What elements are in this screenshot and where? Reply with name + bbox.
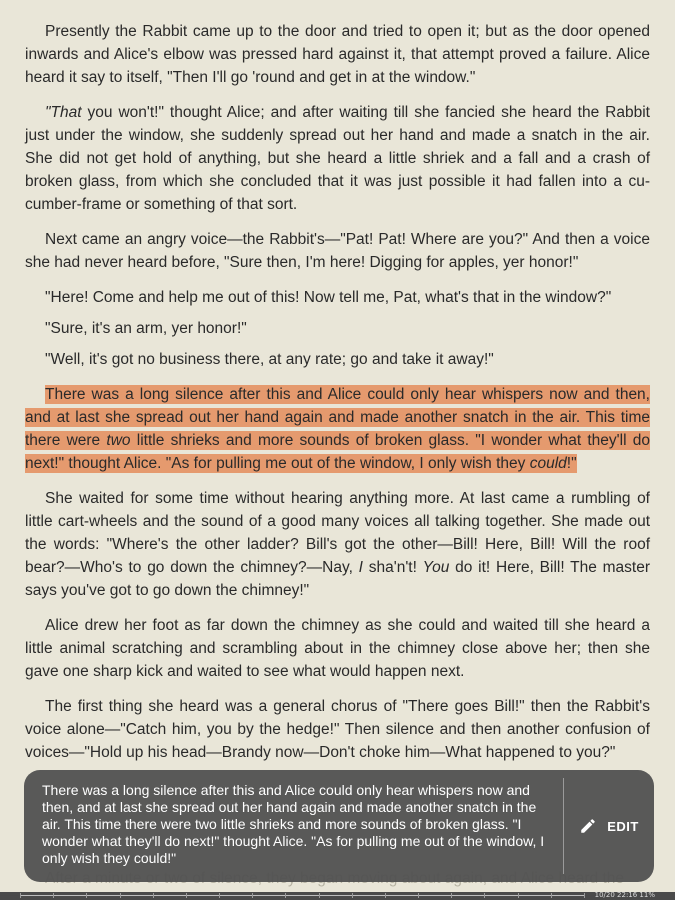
status-text: 10/20 22:16 11% [594,891,655,899]
paragraph: Presently the Rabbit came up to the door and tried to open it; but as the door opened inwards and Alice's elbow was pressed hard against it, that attempt proved a failure. Alice heard it say to itself, "Then I'll go 'round and get in at the window." [25,23,650,86]
paragraph: The first thing she heard was a general chorus of "There goes Bill!" then the Rabbit's voice alone—"Catch him, you by the hedge!" Then silence and then another confusion of voices—"Hold up his head—Brandy now—Don't choke him—What happened to you?" [25,698,650,761]
chapter-ticks [20,893,585,898]
highlighted-paragraph[interactable] [25,383,650,475]
highlight-popup[interactable] [24,770,654,882]
edit-label: EDIT [607,818,639,834]
text-highlight[interactable]: There was a long silence after this and Alice could only hear whispers now and then, and at last she spread out her hand again and made another snatch in the air. This time there were two little shrieks and more sounds of broken glass. "I wonder what they'll do next!" thought Alice. "As for pulling me out of the window, I only wish they could!" [25,386,650,472]
paragraph: Next came an angry voice—the Rabbit's—"Pat! Pat! Where are you?" And then a voice she had never heard before, "Sure then, I'm here! Digging for apples, yer honor!" [25,231,650,271]
paragraph: "Well, it's got no business there, at any rate; go and take it away!" [45,351,494,368]
paragraph: Alice drew her foot as far down the chimney as she could and waited till she heard a little animal scratching and scrambling about in the chimney close above her; then she gave one sharp kick and waited to see what would happen next. [25,617,650,680]
pencil-icon [579,817,597,835]
selected-text-preview: There was a long silence after this and Alice could only hear whispers now and then, and at last she spread out her hand again and made another snatch in the air. This time there were two little shrieks and more sounds of broken glass. "I wonder what they'll do next!" thought Alice. "As for pulling me out of the window, I only wish they could!" [42,782,545,866]
paragraph: "Sure, it's an arm, yer honor!" [45,320,247,337]
paragraph: She waited for some time without hearing anything more. At last came a rumbling of little cart-wheels and the sound of a good many voices all talking together. She made out the words: "Where's the other ladder? Bill's got the other—Bill! Here, Bill! Will the roof bear?—Who's to go down the chimney?—Nay, I sha'n't! You do it! Here, Bill! The master says you've got to go down the chimney!" [25,490,650,599]
paragraph: "Here! Come and help me out of this! Now tell me, Pat, what's that in the window?" [45,289,612,306]
edit-button[interactable] [564,770,654,882]
paragraph: "That you won't!" thought Alice; and after waiting till she fancied she heard the Rabbit just under the window, she suddenly spread out her hand and made a snatch in the air. She did not get hold of anything, but she heard a little shriek and a fall and a crash of broken glass, from which she concluded that it was just possible it had fallen into a cucumber-frame or something of that sort. [25,104,650,213]
reader-page[interactable] [25,20,650,776]
status-bar [0,892,675,900]
